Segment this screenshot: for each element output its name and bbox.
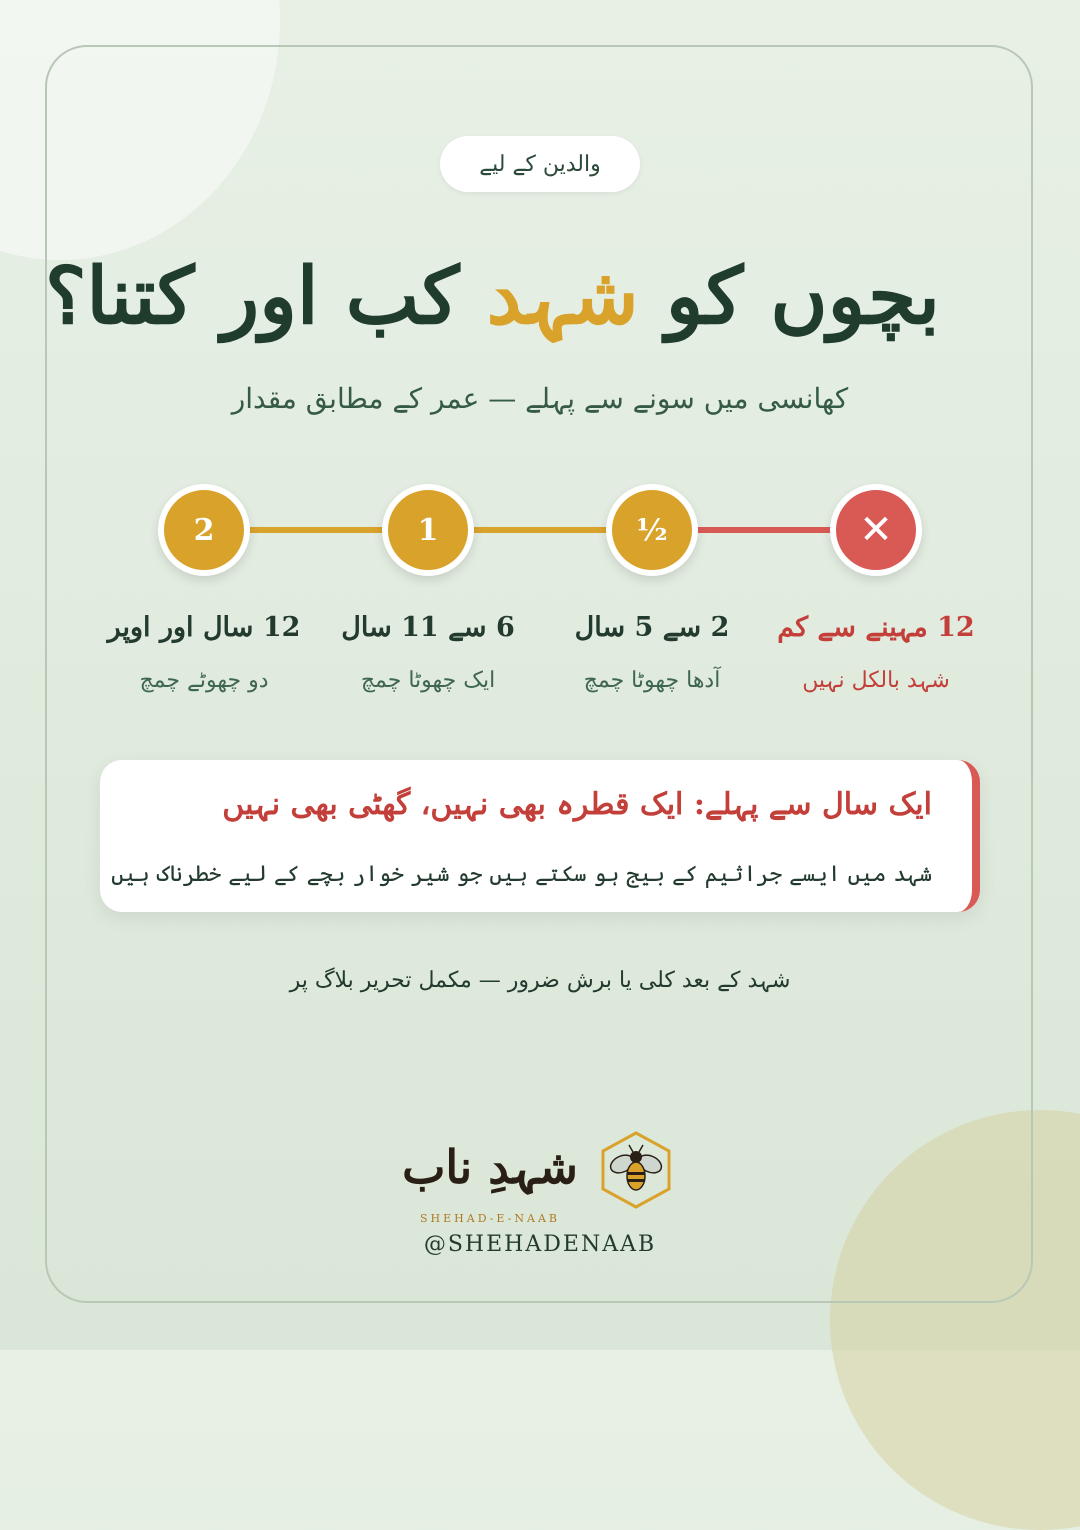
page-subtitle: کھانسی میں سونے سے پہلے — عمر کے مطابق مقدار	[231, 382, 849, 415]
brand-name-latin: SHEHAD-E-NAAB	[420, 1212, 560, 1225]
title-part-2: کب اور کتنا؟	[45, 251, 460, 342]
timeline-dose-2-5-years: آدھا چھوٹا چمچ	[583, 668, 721, 693]
timeline-node-2-5-years: ½	[606, 484, 698, 576]
timeline-node-under-12-months: ✕	[830, 484, 922, 576]
timeline-age-2-5-years: 2 سے 5 سال	[574, 612, 730, 643]
audience-pill: والدین کے لیے	[440, 136, 640, 192]
page-title	[45, 250, 940, 344]
title-highlight-honey: شہد	[486, 251, 639, 342]
warning-box	[100, 760, 980, 912]
timeline-age-12-plus-years: 12 سال اور اوپر	[107, 612, 301, 643]
timeline-age-6-11-years: 6 سے 11 سال	[341, 612, 515, 643]
timeline-dose-12-plus-years: دو چھوٹے چمچ	[139, 668, 269, 693]
warning-body: شہد میں ایسے جراثیم کے بیج ہو سکتے ہیں جو شیر خوار بچے کے لیے خطرناک ہیں	[111, 862, 932, 887]
brand-name-urdu: شہدِ ناب	[402, 1140, 578, 1194]
timeline-dose-6-11-years: ایک چھوٹا چمچ	[360, 668, 496, 693]
timeline-node-12-plus-years: 2	[158, 484, 250, 576]
warning-title: ایک سال سے پہلے: ایک قطرہ بھی نہیں، گھٹی بھی نہیں	[222, 787, 932, 822]
footer-note: شہد کے بعد کلی یا برش ضرور — مکمل تحریر بلاگ پر	[289, 968, 791, 993]
timeline-age-under-12-months: 12 مہینے سے کم	[777, 612, 975, 643]
title-part-1: بچوں کو	[665, 251, 940, 342]
timeline-dose-under-12-months: شہد بالکل نہیں	[802, 668, 950, 693]
bee-hexagon-icon	[596, 1130, 676, 1210]
social-handle[interactable]: @SHEHADENAAB	[423, 1232, 657, 1257]
timeline-node-6-11-years: 1	[382, 484, 474, 576]
